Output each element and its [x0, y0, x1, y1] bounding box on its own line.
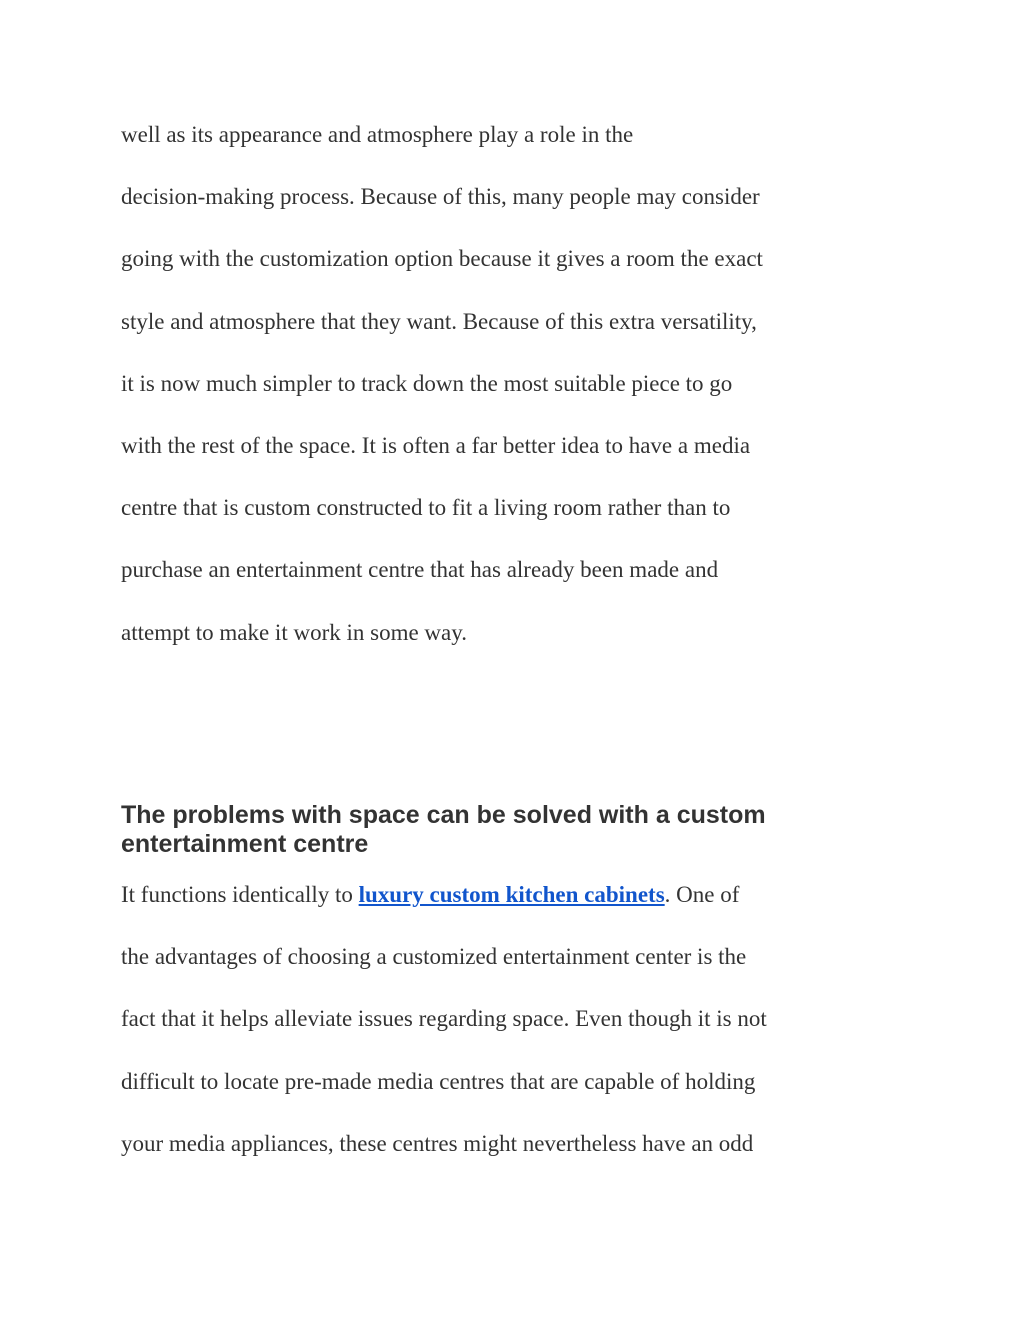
- paragraph-line: attempt to make it work in some way.: [121, 620, 467, 645]
- paragraph-line: well as its appearance and atmosphere play a role in the: [121, 122, 634, 147]
- section-heading-line: The problems with space can be solved with a custom: [121, 801, 766, 829]
- link-lead-text: It functions identically to: [121, 882, 359, 907]
- paragraph-line: it is now much simpler to track down the most suitable piece to go: [121, 371, 733, 396]
- section-heading: [121, 801, 921, 859]
- paragraph-line: purchase an entertainment centre that has already been made and: [121, 557, 719, 582]
- paragraph-line: decision-making process. Because of this, many people may consider: [121, 184, 760, 209]
- paragraph-line: centre that is custom constructed to fit a living room rather than to: [121, 495, 731, 520]
- paragraph-line: [121, 880, 739, 910]
- link-trail-text: . One of: [664, 882, 740, 907]
- section-heading-line: entertainment centre: [121, 830, 369, 858]
- paragraph-line: fact that it helps alleviate issues regarding space. Even though it is not: [121, 1006, 767, 1031]
- paragraph-line: the advantages of choosing a customized entertainment center is the: [121, 944, 747, 969]
- paragraph-line: style and atmosphere that they want. Because of this extra versatility,: [121, 309, 757, 334]
- paragraph-line: difficult to locate pre-made media centres that are capable of holding: [121, 1069, 756, 1094]
- kitchen-cabinets-link[interactable]: luxury custom kitchen cabinets: [358, 882, 665, 907]
- paragraph-line: going with the customization option because it gives a room the exact: [121, 246, 763, 271]
- paragraph-line: your media appliances, these centres might nevertheless have an odd: [121, 1131, 754, 1156]
- paragraph-line: with the rest of the space. It is often a far better idea to have a media: [121, 433, 751, 458]
